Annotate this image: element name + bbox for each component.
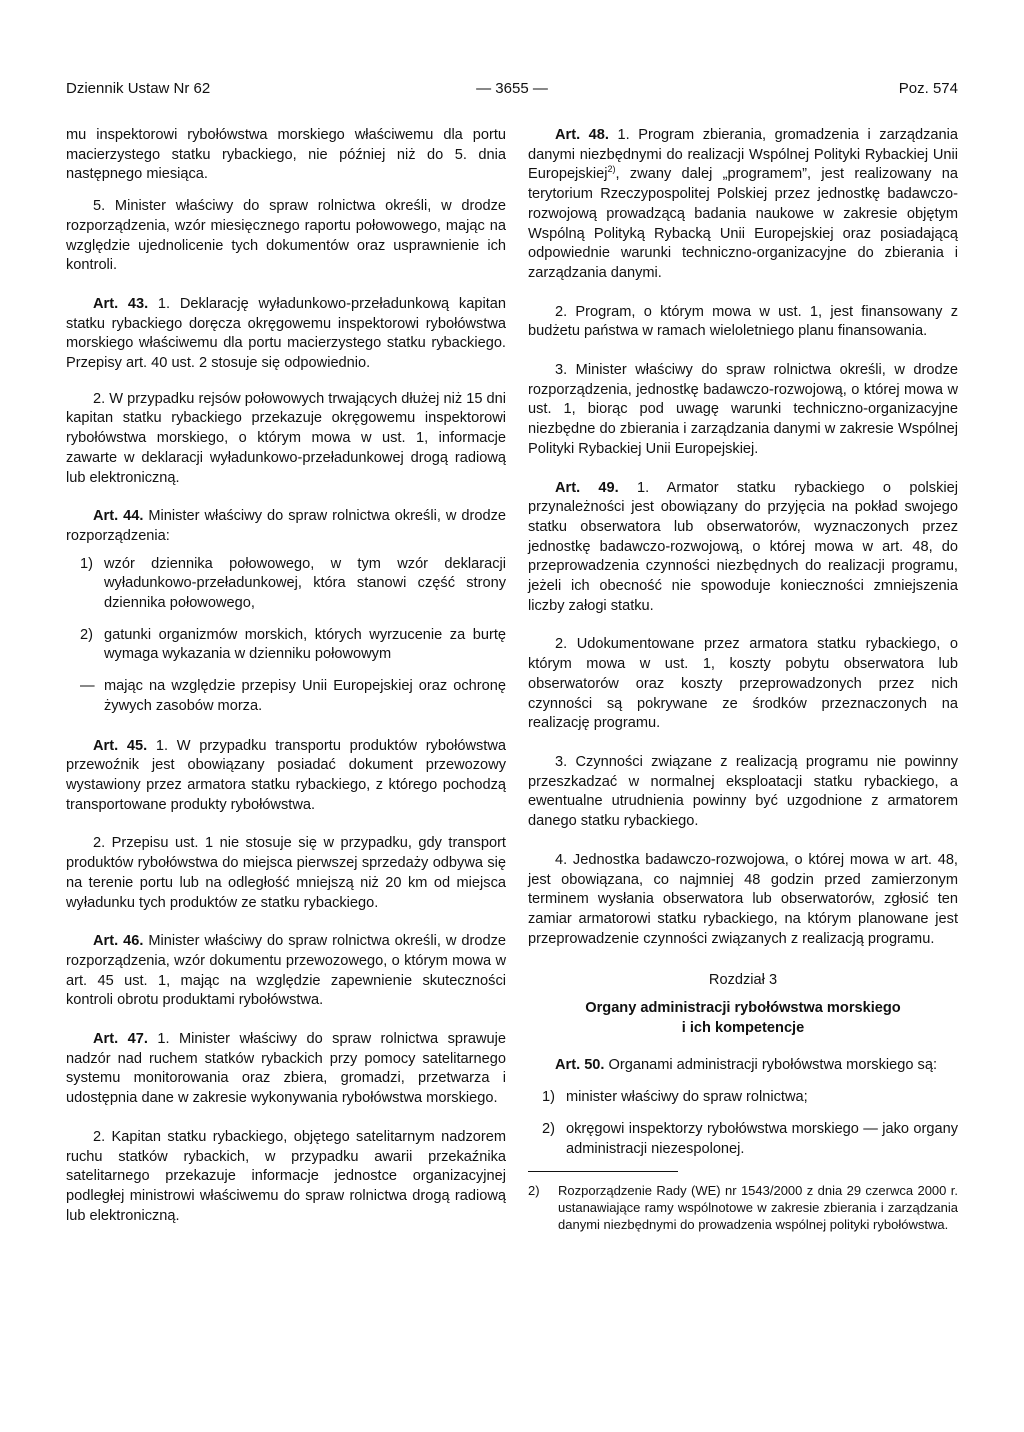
- article-43-text-1: 1. Deklarację wyładunkowo-przeładunkową kapitan statku rybackiego doręcza okręgowemu inspektorowi rybołówstwa morskiego właściwemu dla portu macierzystego statku rybackiego. Przepisy art. 40 ust. 2 stosuje się odpowiednio.: [66, 295, 506, 372]
- article-50-list: [528, 1088, 958, 1159]
- footnote-text: Rozporządzenie Rady (WE) nr 1543/2000 z dnia 29 czerwca 2000 r. ustanawiające ramy wspólnotowe w zakresie zbierania i zarządzania danymi niezbędnymi do prowadzenia wspólnej polityki rybołówstwa.: [558, 1183, 958, 1233]
- article-50-label: Art. 50.: [555, 1057, 605, 1074]
- article-46-text: Minister właściwy do spraw rolnictwa określi, w drodze rozporządzenia, wzór dokumentu przewozowego, o którym mowa w art. 45 ust. 1, mając na względzie zapewnienie skuteczności kontroli obrotu produktami rybołówstwa.: [66, 933, 506, 1009]
- article-48-text-1b: , zwany dalej „programem”, jest realizowany na terytorium Rzeczypospolitej Polskiej przez jednostkę badawczo-rozwojową prowadzącą badania naukowe w zakresie objętym Wspólną Polityką Rybacką Unii Europejskiej oraz posiadającą odpowiednie warunki techniczno-organizacyjne do zbierania i zarządzania danymi.: [528, 166, 958, 281]
- article-43-label: Art. 43.: [93, 295, 149, 312]
- left-column: [66, 126, 506, 1245]
- article-47-paragraph-2: 2. Kapitan statku rybackiego, objętego satelitarnym nadzorem ruchu statków rybackich, w przypadku awarii przekaźnika satelitarnego przekazuje informacje jednostce organizacyjnej podległej ministrowi właściwemu do spraw rolnictwa drogą radiową lub elektroniczną.: [66, 1128, 506, 1224]
- list-item-number: 1): [542, 1089, 555, 1106]
- article-43-paragraph-2: 2. W przypadku rejsów połowowych trwających dłużej niż 15 dni kapitan statku rybackiego przekazuje okręgowemu inspektorowi rybołówstwa morskiego, o którym mowa w ust. 1, informacje zawarte w deklaracji wyładunkowo-przeładunkowej drogą radiową lub elektroniczną.: [66, 390, 506, 486]
- paragraph-continued: mu inspektorowi rybołówstwa morskiego właściwemu dla portu macierzystego statku rybackiego, nie później niż do 5. dnia następnego miesiąca.: [66, 127, 506, 183]
- list-item: [66, 626, 506, 665]
- article-44-label: Art. 44.: [93, 508, 144, 525]
- article-48-paragraph-1: [528, 126, 958, 284]
- position-number: Poz. 574: [898, 80, 958, 97]
- article-49-paragraph-1: [528, 479, 958, 617]
- article-46-label: Art. 46.: [93, 933, 144, 950]
- page-number: — 3655 —: [476, 80, 548, 97]
- chapter-title-line-1: Organy administracji rybołówstwa morskiego: [585, 1000, 901, 1017]
- article-45-paragraph-2: 2. Przepisu ust. 1 nie stosuje się w przypadku, gdy transport produktów rybołówstwa do miejsca pierwszej sprzedaży odbywa się na terenie portu lub na odległość mniejszą niż 20 km od miejsca wyładunku tych produktów ze statku rybackiego.: [66, 835, 506, 911]
- article-45-text-1: 1. W przypadku transportu produktów rybołówstwa przewoźnik jest obowiązany posiadać dokument przewozowy wystawiony przez armatora statku rybackiego, z którego pochodzą transportowane produkty rybołówstwa.: [66, 737, 506, 813]
- footnote-divider: [528, 1171, 678, 1172]
- article-47-text-1: 1. Minister właściwy do spraw rolnictwa sprawuje nadzór nad ruchem statków rybackich przy pomocy satelitarnego systemu monitorowania oraz zbiera, gromadzi, przetwarza i udostępnia dane w zakresie wykonywania rybołówstwa morskiego.: [66, 1031, 506, 1107]
- list-item: [528, 1088, 958, 1108]
- article-47-label: Art. 47.: [93, 1031, 148, 1048]
- right-column: [528, 126, 958, 1233]
- list-item: [528, 1120, 958, 1159]
- list-item-text: wzór dziennika połowowego, w tym wzór deklaracji wyładunkowo-przeładunkowej, która stanowi część strony dziennika połowowego,: [104, 555, 506, 612]
- article-50-text: Organami administracji rybołówstwa morskiego są:: [604, 1057, 938, 1074]
- list-item: [66, 555, 506, 614]
- article-44-dash-clause: [66, 677, 506, 716]
- article-43-paragraph-1: [66, 295, 506, 374]
- article-44-list: [66, 555, 506, 666]
- list-item-number: 2): [542, 1120, 555, 1137]
- article-49-paragraph-2: 2. Udokumentowane przez armatora statku rybackiego, o którym mowa w ust. 1, koszty pobytu obserwatora lub obserwatorów oraz koszty przeprowadzonych przez nich czynności są pokrywane ze środków przeznaczonych na realizację programu.: [528, 636, 958, 732]
- article-45-label: Art. 45.: [93, 737, 148, 754]
- article-45-paragraph-1: [66, 737, 506, 816]
- article-46: [66, 932, 506, 1011]
- list-item-number: 1): [80, 555, 93, 572]
- dash-mark: —: [80, 678, 95, 695]
- paragraph-5: 5. Minister właściwy do spraw rolnictwa określi, w drodze rozporządzenia, wzór miesięcznego raportu połowowego, mając na względzie ujednolicenie tych dokumentów oraz usprawnienie ich kontroli.: [66, 198, 506, 274]
- footnote: [528, 1182, 958, 1233]
- article-49-label: Art. 49.: [555, 479, 619, 496]
- list-item-text: okręgowi inspektorzy rybołówstwa morskiego — jako organy administracji niezespolonej.: [566, 1120, 958, 1157]
- article-48-paragraph-3: 3. Minister właściwy do spraw rolnictwa określi, w drodze rozporządzenia, jednostkę badawczo-rozwojową, o której mowa w ust. 1, biorąc pod uwagę warunki techniczno-organizacyjne niezbędne do zbierania i zarządzania danymi w zakresie Wspólnej Polityki Rybackiej Unii Europejskiej.: [528, 362, 958, 457]
- list-item-text: gatunki organizmów morskich, których wyrzucenie za burtę wymaga wykazania w dzienniku połowowym: [104, 626, 506, 663]
- chapter-number: Rozdział 3: [708, 972, 778, 989]
- chapter-title: [528, 999, 958, 1038]
- chapter-title-line-2: i ich kompetencje: [681, 1019, 805, 1036]
- article-48-paragraph-2: 2. Program, o którym mowa w ust. 1, jest finansowany z budżetu państwa w ramach wieloletniego planu finansowania.: [528, 303, 958, 340]
- article-49-paragraph-3: 3. Czynności związane z realizacją programu nie powinny przeszkadzać w normalnej eksploatacji statku rybackiego, a ewentualne utrudnienia powinny być uzgodnione z armatorem danego statku rybackiego.: [528, 753, 958, 830]
- article-49-paragraph-4: 4. Jednostka badawczo-rozwojowa, o której mowa w art. 48, jest obowiązana, co najmniej 48 godzin przed zamierzonym terminem wysłania obserwatora lub obserwatorów, zgłosić ten zamiar armatorowi statku rybackiego, na którym planowane jest przeprowadzenie czynności związanych z realizacją programu.: [528, 851, 958, 947]
- page-header: [66, 78, 958, 100]
- article-50-intro: [528, 1056, 958, 1076]
- article-48-label: Art. 48.: [555, 127, 609, 143]
- footnote-mark: 2): [528, 1183, 540, 1199]
- footnote-reference: 2): [607, 164, 616, 175]
- article-44-intro: [66, 507, 506, 546]
- list-item-number: 2): [80, 626, 93, 643]
- dash-clause-text: mając na względzie przepisy Unii Europejskiej oraz ochronę żywych zasobów morza.: [104, 678, 506, 714]
- journal-name: Dziennik Ustaw Nr 62: [66, 80, 211, 97]
- article-47-paragraph-1: [66, 1030, 506, 1109]
- article-44-text: Minister właściwy do spraw rolnictwa określi, w drodze rozporządzenia:: [66, 508, 506, 544]
- article-48-text-1a: 1. Program zbierania, gromadzenia i zarządzania danymi niezbędnymi do realizacji Wspólnej Polityki Rybackiej Unii Europejskiej: [528, 127, 958, 183]
- article-49-text-1: 1. Armator statku rybackiego o polskiej przynależności jest obowiązany do przyjęcia na pokład swojego statku obserwatora lub obserwatorów, wyznaczonych przez jednostkę badawczo-rozwojową, o której mowa w art. 48, do przeprowadzenia czynności niezbędnych do realizacji programu, jeżeli ich obecność nie spowoduje konieczności zmniejszenia liczby załogi statku.: [528, 479, 958, 614]
- list-item-text: minister właściwy do spraw rolnictwa;: [566, 1089, 808, 1106]
